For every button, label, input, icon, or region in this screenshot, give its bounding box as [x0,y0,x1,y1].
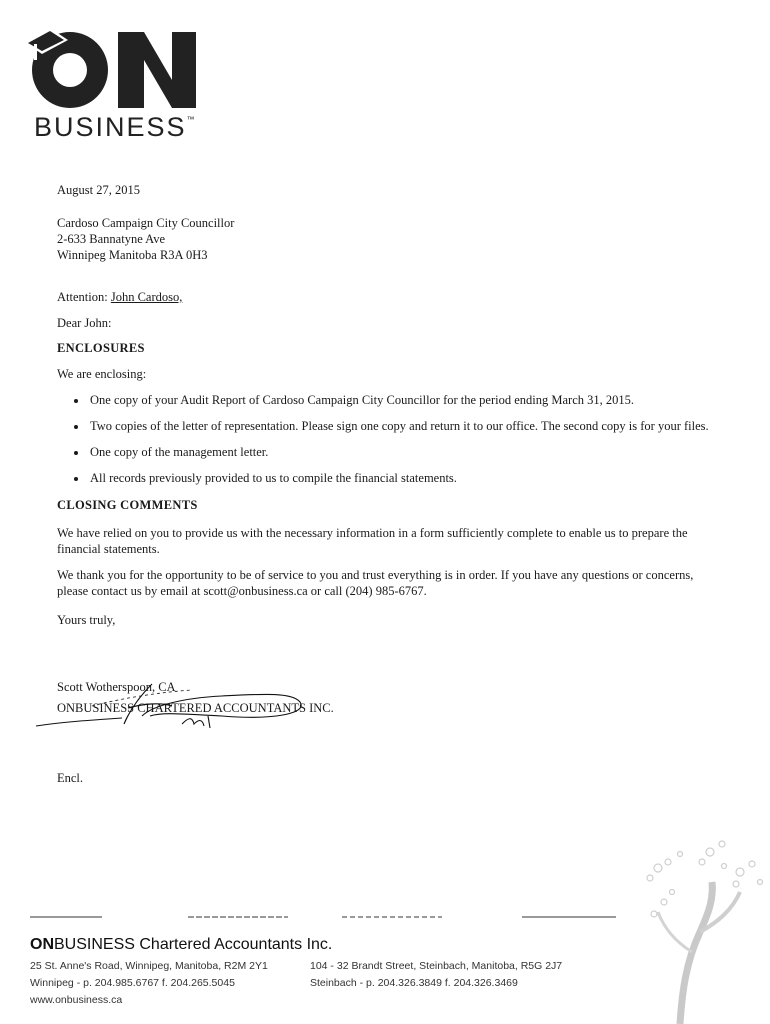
attention-line [57,289,717,305]
list-item: All records previously provided to us to compile the financial statements. [80,471,717,486]
attention-name: John Cardoso, [110,290,183,304]
footer-phone: Winnipeg - p. 204.985.6767 f. 204.265.5045 [30,977,235,989]
enclosure-note: Encl. [57,771,84,785]
footer-company-name: ONBUSINESS Chartered Accountants Inc. [30,936,333,953]
footer-winnipeg-block [30,958,268,1009]
attention-label: Attention: [57,290,111,304]
footer-phone: Steinbach - p. 204.326.3849 f. 204.326.3469 [310,977,518,989]
recipient-line: 2-633 Bannatyne Ave [57,232,166,246]
closing-heading: CLOSING COMMENTS [57,498,198,512]
enclosing-intro: We are enclosing: [57,367,147,381]
salutation: Dear John: [57,316,112,330]
footer-website: www.onbusiness.ca [30,994,123,1006]
list-item: One copy of your Audit Report of Cardoso Campaign City Councillor for the period ending March 31, 2015. [80,393,717,408]
firm-name: ONBUSINESS CHARTERED ACCOUNTANTS INC. [57,701,334,715]
letter-date: August 27, 2015 [57,183,140,197]
decorative-tree-icon [640,832,770,1024]
recipient-line: Cardoso Campaign City Councillor [57,216,235,230]
footer-divider [30,915,630,919]
footer-steinbach-block [310,958,562,992]
footer-address: 25 St. Anne's Road, Winnipeg, Manitoba, R2M 2Y1 [30,960,268,972]
enclosures-list [57,393,717,486]
recipient-address [57,215,717,263]
list-item: Two copies of the letter of representation. Please sign one copy and return it to our office. The second copy is for your files. [80,419,717,434]
sign-off: Yours truly, [57,613,116,627]
handwritten-signature [32,676,312,736]
list-item: One copy of the management letter. [80,445,717,460]
onbusiness-logo [22,18,222,142]
signatory-name: Scott Wotherspoon, CA [57,680,176,694]
enclosures-heading: ENCLOSURES [57,341,145,355]
on-logo-mark-icon [22,18,222,118]
recipient-line: Winnipeg Manitoba R3A 0H3 [57,248,208,262]
closing-paragraph: We have relied on you to provide us with the necessary information in a form sufficiently complete to enable us to prepare the financial statements. [57,526,688,556]
logo-wordmark: BUSINESS™ [34,112,195,142]
closing-paragraph: We thank you for the opportunity to be of service to you and trust everything is in order. If you have any questions or concerns, please contact us by email at scott@onbusiness.ca or call (204) 985-6767. [57,568,694,598]
footer-address: 104 - 32 Brandt Street, Steinbach, Manitoba, R5G 2J7 [310,960,563,972]
